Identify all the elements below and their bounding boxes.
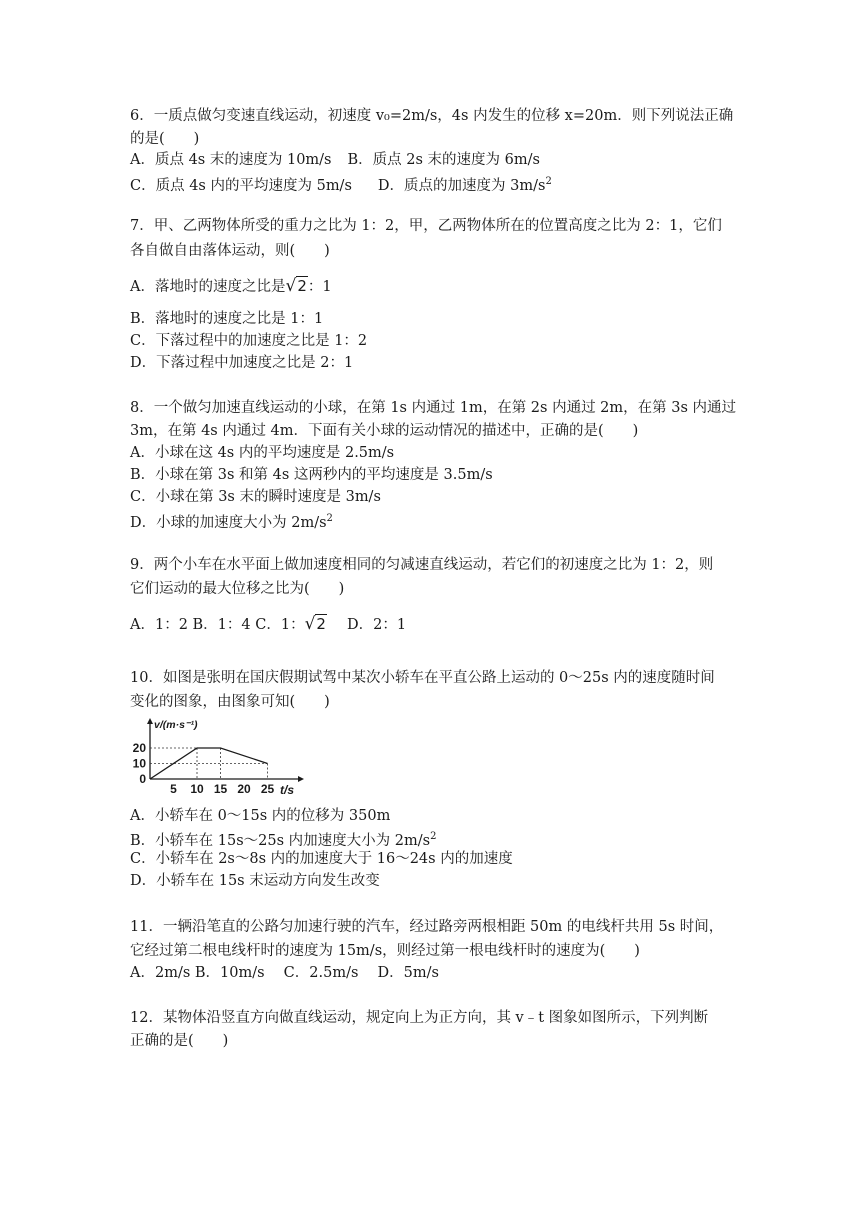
q10-stem-line2: 变化的图象，由图象可知( ) (130, 694, 330, 710)
x-tick-label: 15 (213, 782, 228, 796)
q8-option-c: C．小球在第 3s 末的瞬时速度是 3m/s (130, 489, 381, 505)
q8-stem-line1: 8．一个做匀加速直线运动的小球，在第 1s 内通过 1m，在第 2s 内通过 2m，在第 3s 内通过 (130, 400, 737, 416)
x-tick-label: 5 (170, 782, 177, 796)
q9-stem-line1: 9．两个小车在水平面上做加速度相同的匀减速直线运动，若它们的初速度之比为 1：2，则 (130, 557, 714, 573)
q6-option-a: A．质点 4s 末的速度为 10m/s (130, 152, 332, 168)
q11-stem-line2: 它经过第二根电线杆时的速度为 15m/s，则经过第一根电线杆时的速度为( ) (130, 943, 640, 959)
y-tick-label: 0 (139, 772, 146, 786)
x-axis-label: t/s (280, 783, 295, 797)
q10-stem-line1: 10．如图是张明在国庆假期试驾中某次小轿车在平直公路上运动的 0～25s 内的速度随时间 (130, 670, 715, 686)
q7-stem-line2: 各自做自由落体运动，则( ) (130, 243, 330, 259)
q7-stem-line1: 7．甲、乙两物体所受的重力之比为 1：2，甲，乙两物体所在的位置高度之比为 2：1，它们 (130, 218, 722, 234)
q8-stem-line2: 3m，在第 4s 内通过 4m．下面有关小球的运动情况的描述中，正确的是( ) (130, 423, 639, 439)
sqrt-symbol: √2 (304, 614, 326, 634)
x-tick-label: 25 (260, 782, 275, 796)
q6-option-d: D．质点的加速度为 $3m/s^2$ (377, 176, 552, 194)
y-axis-label: v/(m·s⁻¹) (154, 719, 198, 731)
q12-stem-line1: 12．某物体沿竖直方向做直线运动，规定向上为正方向，其 v﹣t 图象如图所示，下列判断 (130, 1010, 709, 1026)
q9-stem-line2: 它们运动的最大位移之比为( ) (130, 581, 345, 597)
q6-stem-line2: 的是( ) (130, 131, 200, 147)
q10-option-a: A．小轿车在 0～15s 内的位移为 350m (130, 808, 391, 824)
q7-option-c: C．下落过程中的加速度之比是 1：2 (130, 333, 368, 349)
q6-options-cd (130, 172, 552, 196)
q11-options: A．2m/s B．10m/s C．2.5m/s D．5m/s (130, 965, 439, 981)
q6-stem-line1: 6．一质点做匀变速直线运动，初速度 v₀=2m/s，4s 内发生的位移 x=20m．则下列说法正确 (130, 108, 734, 124)
q6-option-c: C．质点 4s 内的平均速度为 5m/s (130, 178, 352, 194)
q6-options-ab (130, 150, 540, 170)
q6-option-b: B．质点 2s 末的速度为 6m/s (347, 152, 540, 168)
q8-option-a: A．小球在这 4s 内的平均速度是 2.5m/s (130, 445, 395, 461)
x-tick-label: 20 (237, 782, 251, 796)
y-axis-arrow (147, 718, 153, 724)
q10-option-d: D．小轿车在 15s 末运动方向发生改变 (130, 873, 380, 889)
y-tick-label: 10 (132, 756, 146, 771)
q7-option-a: A．落地时的速度之比是√2：1 (130, 276, 332, 296)
q7-option-d: D．下落过程中加速度之比是 2：1 (130, 355, 354, 371)
q10-option-c: C．小轿车在 2s～8s 内的加速度大于 16～24s 内的加速度 (130, 851, 513, 867)
x-tick-label: 10 (190, 782, 204, 796)
q11-stem-line1: 11．一辆沿笔直的公路匀加速行驶的汽车，经过路旁两根相距 50m 的电线杆共用 5s 时间， (130, 919, 724, 935)
sqrt-symbol: √2 (285, 276, 307, 296)
q7-option-b: B．落地时的速度之比是 1：1 (130, 311, 324, 327)
q8-option-b: B．小球在第 3s 和第 4s 这两秒内的平均速度是 3.5m/s (130, 467, 493, 483)
x-axis-arrow (298, 776, 304, 782)
q12-stem-line2: 正确的是( ) (130, 1033, 229, 1049)
velocity-time-chart (128, 716, 308, 804)
q9-options: A．1：2 B．1：4 C．1：√2 D．2：1 (130, 614, 407, 634)
y-tick-label: 20 (132, 741, 146, 755)
q8-option-d: D．小球的加速度大小为 $2m/s^2$ (130, 513, 333, 531)
q10-option-b: B．小轿车在 15s～25s 内加速度大小为 $2m/s^2$ (130, 831, 437, 849)
